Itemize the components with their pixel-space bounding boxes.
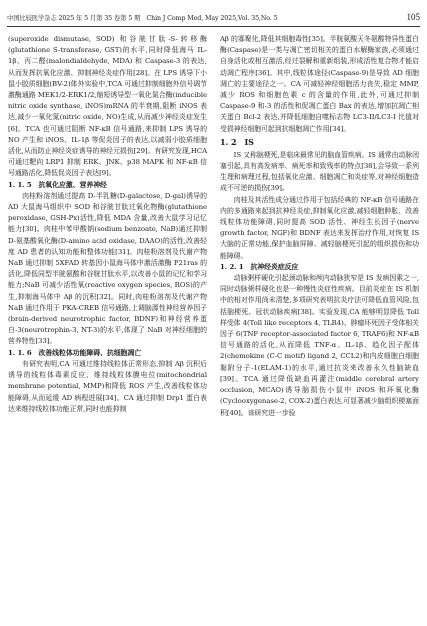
header-rule bbox=[7, 26, 420, 27]
body-paragraph: 肉桂粉溶剂通过提高 D-半乳糖(D-galactose, D-gal)诱导的 AD 大鼠海马组织中 SOD 和谷胱甘肽过氧化物酶(glutathione peroxidase, GSH-Px)活性,降低 MDA 含量,改善大鼠学习记忆能力[30]。肉桂中苯甲酸钠(sodium benzoate, NaB)通过抑制 D-氨基酸氧化酶(D-amino acid oxidase, DAAO)的活性,改善轻度 AD 患者的认知功能和整体功能[31]。肉桂粉溶剂及代谢产物 NaB 通过抑制 5XFAD 转基因小鼠海马体中激活激酶 P21ras 的活化,降低同型半胱氨酸和谷胱甘肽水平,以改善小鼠的记忆和学习能力;NaB 可减少活性氧(reactive oxygen species, ROS)的产生,抑制海马体中 Aβ 的沉积[32]。同时,肉桂粉溶剂及代谢产物 NaB 通过作用于 PKA-CREB 信号通路,上调脑源性神经营养因子(brain-derived neurotrophic factor, BDNF)和神经营养蛋白-3(neurotrophin-3, NT-3)的水平,体现了 NaB 对神经细胞的营养特性[33]。 bbox=[8, 191, 207, 346]
left-column bbox=[8, 34, 207, 415]
body-paragraph: (superoxide dismutase, SOD) 和谷胱甘肽-S-转移酶(glutathione S-transferase, GST)的水平,同时降低海马 IL-1β、丙二醛(malondialdehyde, MDA) 和 Caspase-3 的表达,从而发挥抗氧化应激、抑制神经炎症作用[28]。在 LPS 诱导下小鼠小胶质细胞(BV-2)体外实验中,TCA 可通过抑制细胞外信号调节激酶通路 MEK1/2-ERK1/2,缩短诱导型一氧化氮合酶(inducible nitric oxide synthase, iNOS)mRNA 的半衰期,阻断 iNOS 表达,减少一氧化氮(nitric oxide, NO)生成,从而减少神经炎症发生[6]。TCA 也可通过阻断 NF-κB 信号通路,来抑制 LPS 诱导的 NO 产生和 iNOS、IL-1β 等促炎因子的表达,以减弱小胶质细胞活化,从而防止神经炎症诱导的神经元损伤[29]。有研究发现,HCA 可通过靶向 LRP1 抑制 ERK、JNK、p38 MAPK 和 NF-κB 信号通路活化,降低促炎因子表达[9]。 bbox=[8, 35, 207, 178]
right-column bbox=[220, 34, 419, 419]
journal-citation: 中国比较医学杂志 2025 年 5 月第 35 卷第 5 期 Chin J Comp Med, May 2025,Vol. 35,No. 5 bbox=[7, 15, 278, 22]
subsection-heading: 1. 1. 6 改善线粒体功能障碍、抗细胞凋亡 bbox=[8, 348, 142, 357]
running-header bbox=[7, 12, 420, 24]
body-paragraph: Aβ 的寡聚化,降低其细胞毒性[35]。半胱氨酸天冬氨酸特异性蛋白酶(Caspase)是一类与凋亡密切相关的蛋白水解酶家族,必须通过自身活化或相互激活,经过裂解和重新组装,形成活性复合物才能启动凋亡程序[36]。其中,线粒体途径(Caspase-9)是导致 AD 细胞凋亡的主要途径之一。CA 可减轻神经细胞活力丧失,稳定 MMP,减少 ROS 和细胞色素 c 的含量的作用,此外,可通过抑制 Caspase-9 和-3 的活性和促凋亡蛋白 Bax 的表达,增加抗凋亡相关蛋白 Bcl-2 表达,并降低细胞自噬标志物 LC3-II/LC3-I 比值对受损神经细胞可起到抗细胞凋亡作用[34]。 bbox=[220, 35, 419, 133]
body-paragraph: IS 又称脑梗死,是临床最常见的脑血管疾病。IS 通常由动脉闭塞引起,具有高发病率、病死率和致残率的特点[38],会导致一系列生理和病理过程,包括氧化应激、细胞凋亡和炎症等,对神经细胞造成不可逆的损伤[39]。 bbox=[220, 150, 419, 193]
body-paragraph: 动脉粥样硬化引起颈动脉和颅内动脉狭窄是 IS 发病因素之一,同时动脉粥样硬化也是一种慢性炎症性疾病。目前炎症在 IS 机制中的相对作用尚未清楚,多项研究表明抗炎疗法可降低血管风险,包括脑梗死、冠状动脉疾病[38]。实验发现,CA 能够明显降低 Toll 样受体 4(Toll like receptors 4, TLR4)、肿瘤坏死因子受体相关因子 6(TNF receptor-associated factor 6, TRAF6)和 NF-κB 信号通路的活化,从而降低 TNF-α、IL-1β、趋化因子配体 2(chemokine (C-C motif) ligand 2, CCL2)和内皮细胞白细胞黏附分子-1(ELAM-1)的水平,通过抗炎来改善永久性脑缺血[39]。TCA 通过降低缺血再灌注(middle cerebral artery occlusion, MCAO)诱导脑损伤小鼠中 iNOS 和环氧化酶(Cyclooxygenase-2, COX-2)蛋白表达,可显著减少脑组织梗塞面积[40]。该研究进一步验 bbox=[220, 274, 419, 417]
body-paragraph: 肉桂及其活性成分通过作用于包括经典的 NF-κB 信号通路在内的多通路来起到抗神经炎症,抑制氧化应激,减轻细胞肿胀、改善线粒体功能障碍,同时提高 SOD 活性、神经生长因子(nerve growth factor, NGF)和 BDNF 表达来发挥治疗作用,对恢复 IS 大脑的正常功能,保护血脑屏障、减轻脑梗死引起的组织损伤和功能障碍。 bbox=[220, 195, 419, 260]
body-paragraph: 有研究表明,CA 可通过维持线粒体正常形态,抑制 Aβ 沉积后诱导的线粒体毒素反应、维持线粒体膜电位(mitochondrial membrane potential, MMP)和降低 ROS 产生,改善线粒体功能障碍,从而延缓 AD 病程进展[34]。CA 通过抑制 Drp1 蛋白表达来维持线粒体功能正常,同时也能抑制 bbox=[8, 359, 207, 413]
subsection-heading: 1. 1. 5 抗氧化应激、营养神经 bbox=[8, 180, 107, 189]
page-number: 105 bbox=[406, 12, 420, 22]
subsection-heading: 1. 2. 1 抗神经炎症反应 bbox=[220, 262, 299, 271]
section-heading: 1. 2 IS bbox=[220, 136, 254, 147]
